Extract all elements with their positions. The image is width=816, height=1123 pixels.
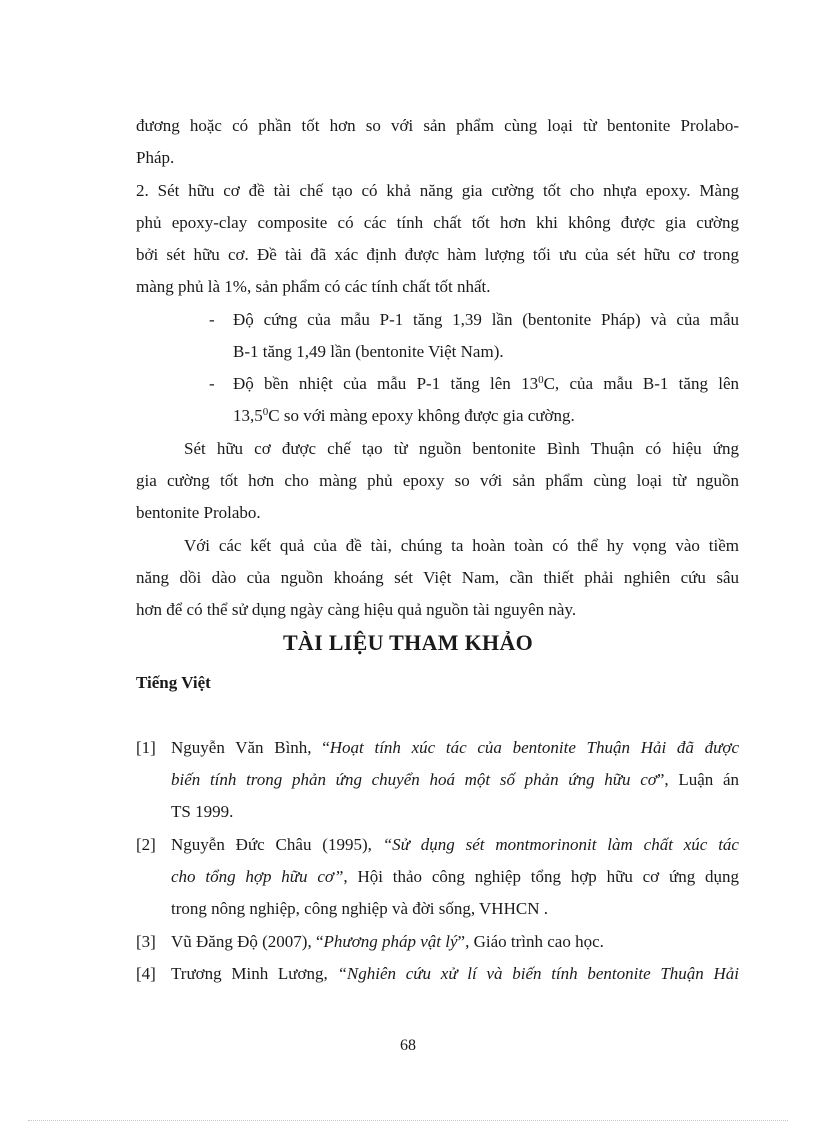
bullet-line: 13,5$^0$C so với màng epoxy không được gia cường. (233, 406, 575, 425)
reference-line: Nguyễn Văn Bình, “Hoạt tính xúc tác của bentonite Thuận Hải đã được (171, 738, 739, 757)
bullet-line: Độ cứng của mẫu P-1 tăng 1,39 lần (bentonite Pháp) và của mẫu (233, 310, 739, 329)
paragraph-line: 2. Sét hữu cơ đề tài chế tạo có khả năng gia cường tốt cho nhựa epoxy. Màng (136, 181, 739, 200)
paragraph-line: năng dồi dào của nguồn khoáng sét Việt Nam, cần thiết phải nghiên cứu sâu (136, 568, 739, 587)
paragraph-line: đương hoặc có phần tốt hơn so với sản phẩm cùng loại từ bentonite Prolabo- (136, 116, 739, 135)
superscript-degree: 0 (262, 406, 269, 418)
paragraph-line: phủ epoxy-clay composite có các tính chất tốt hơn khi không được gia cường (136, 213, 739, 232)
references-subheading: Tiếng Việt (136, 673, 211, 692)
paragraph-line: bentonite Prolabo. (136, 503, 261, 522)
reference-line: cho tổng hợp hữu cơ”, Hội thảo công nghiệp tổng hợp hữu cơ ứng dụng (171, 867, 739, 886)
paragraph-line: bởi sét hữu cơ. Đề tài đã xác định được hàm lượng tối ưu của sét hữu cơ trong (136, 245, 739, 264)
reference-number: [3] (136, 932, 156, 951)
paragraph-line: Pháp. (136, 148, 175, 167)
reference-line: Nguyễn Đức Châu (1995), “Sử dụng sét montmorinonit làm chất xúc tác (171, 835, 739, 854)
paragraph-line: màng phủ là 1%, sản phẩm có các tính chất tốt nhất. (136, 277, 491, 296)
bullet-line: Độ bền nhiệt của mẫu P-1 tăng lên $13^0C$, của mẫu B-1 tăng lên (233, 374, 739, 393)
references-title: TÀI LIỆU THAM KHẢO (282, 630, 534, 655)
bullet-line: B-1 tăng 1,49 lần (bentonite Việt Nam). (233, 342, 504, 361)
paragraph-line: gia cường tốt hơn cho màng phủ epoxy so với sản phẩm cùng loại từ nguồn (136, 471, 739, 490)
paragraph-line: Sét hữu cơ được chế tạo từ nguồn bentonite Bình Thuận có hiệu ứng (184, 439, 739, 458)
reference-number: [1] (136, 738, 156, 757)
bullet-dash: - (209, 310, 215, 329)
bullet-dash: - (209, 374, 215, 393)
superscript-degree: 0 (538, 374, 544, 386)
reference-line: biến tính trong phản ứng chuyển hoá một số phản ứng hữu cơ”, Luận án (171, 770, 740, 789)
reference-line: Vũ Đăng Độ (2007), “Phương pháp vật lý”, Giáo trình cao học. (171, 932, 604, 951)
reference-line: trong nông nghiệp, công nghiệp và đời sống, VHHCN . (171, 899, 548, 918)
page-boundary-divider (28, 1120, 788, 1121)
reference-line: TS 1999. (171, 802, 234, 821)
reference-number: [4] (136, 964, 156, 983)
reference-line: Trương Minh Lương, “Nghiên cứu xử lí và biến tính bentonite Thuận Hải (171, 964, 739, 983)
paragraph-line: Với các kết quả của đề tài, chúng ta hoàn toàn có thể hy vọng vào tiềm (184, 536, 739, 555)
page-number: 68 (400, 1037, 416, 1054)
paragraph-line: hơn để có thể sử dụng ngày càng hiệu quả nguồn tài nguyên này. (136, 600, 577, 619)
reference-number: [2] (136, 835, 156, 854)
